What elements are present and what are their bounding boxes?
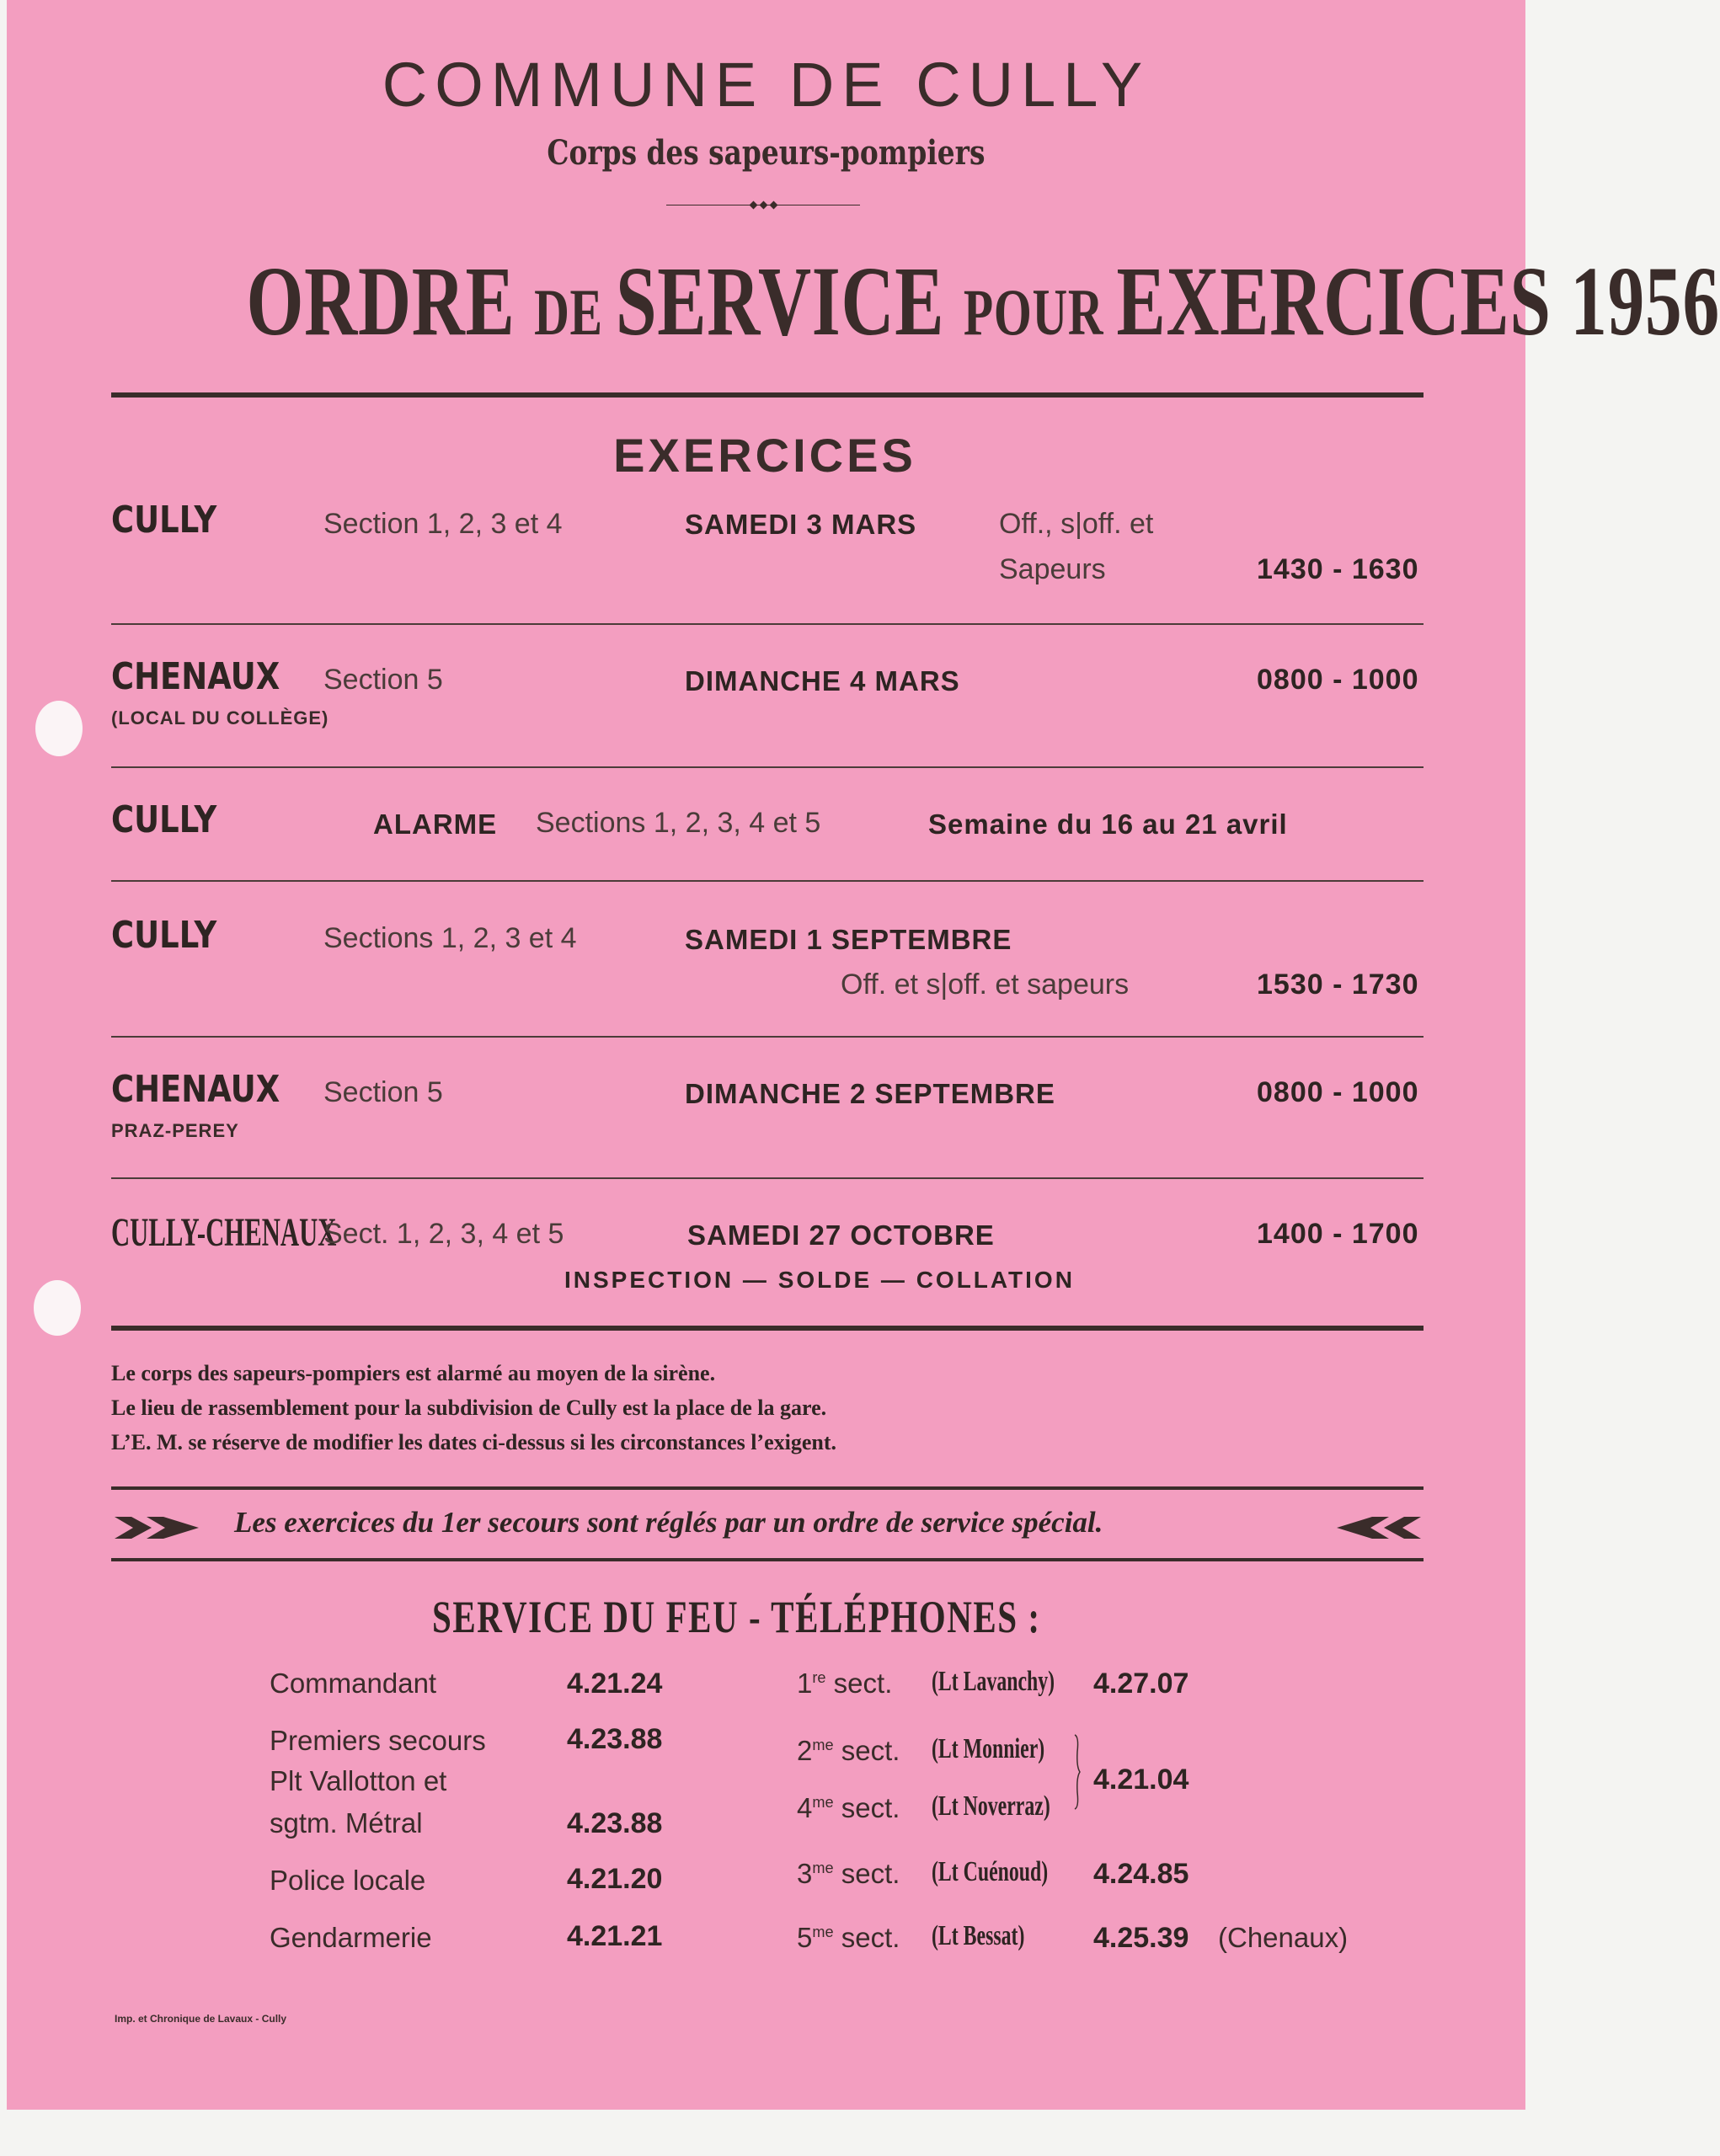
special-notice: Les exercices du 1er secours sont réglés par un ordre de service spécial. (234, 1506, 1103, 1539)
row-date: SAMEDI 3 MARS (685, 509, 917, 540)
phone-note: (Chenaux) (1218, 1922, 1349, 1953)
note-line: L’E. M. se réserve de modifier les dates ci-dessus si les circonstances l’exigent. (111, 1430, 836, 1454)
phone-number: 4.21.24 (567, 1668, 663, 1700)
commune-title: COMMUNE DE CULLY (382, 50, 1151, 120)
row-who: Off., s|off. et (999, 508, 1154, 540)
row-alarm: ALARME (373, 808, 498, 840)
divider (111, 1036, 1424, 1038)
divider (111, 623, 1424, 625)
printer-imprint: Imp. et Chronique de Lavaux - Cully (115, 2013, 287, 2025)
row-date: DIMANCHE 4 MARS (685, 665, 960, 696)
lieutenant-name: (Lt Bessat) (932, 1920, 1025, 1951)
row-place-sub: PRAZ-PEREY (111, 1120, 239, 1141)
brace-icon (1072, 1733, 1081, 1811)
row-place: CULLY (111, 499, 217, 542)
telephones-heading: SERVICE DU FEU - TÉLÉPHONES : (432, 1592, 1041, 1642)
lieutenant-name: (Lt Cuénoud) (932, 1856, 1049, 1887)
section-label: $2^{me}$ sect. (797, 1735, 900, 1766)
row-date: Semaine du 16 au 21 avril (928, 808, 1288, 840)
ornament-divider (666, 200, 860, 211)
phone-number: 4.21.20 (567, 1863, 663, 1895)
row-inspection: INSPECTION — SOLDE — COLLATION (564, 1267, 1075, 1293)
row-time: 0800 - 1000 (1257, 664, 1419, 696)
punch-hole (35, 701, 83, 756)
corps-subtitle: Corps des sapeurs-pompiers (547, 133, 986, 173)
phone-label: Commandant (270, 1668, 437, 1699)
divider (111, 766, 1424, 768)
divider (111, 1558, 1424, 1561)
lieutenant-name: (Lt Noverraz) (932, 1790, 1050, 1822)
divider (111, 1177, 1424, 1179)
row-place: CHENAUX (111, 655, 280, 698)
row-time: 1530 - 1730 (1257, 969, 1419, 1001)
row-place: CULLY (111, 798, 217, 841)
row-place-sub: (LOCAL DU COLLÈGE) (111, 707, 329, 728)
row-section: Sect. 1, 2, 3, 4 et 5 (323, 1218, 564, 1250)
phone-label: Police locale (270, 1865, 426, 1896)
row-place: CULLY (111, 914, 217, 957)
row-who: Sapeurs (999, 553, 1106, 585)
note-line: Le lieu de rassemblement pour la subdivision de Cully est la place de la gare. (111, 1396, 827, 1420)
row-section: Section 5 (323, 664, 443, 696)
note-line: Le corps des sapeurs-pompiers est alarmé au moyen de la sirène. (111, 1361, 716, 1385)
phone-number: 4.23.88 (567, 1807, 663, 1839)
row-who: Off. et s|off. et sapeurs (841, 969, 1130, 1001)
row-place: CULLY-CHENAUX (111, 1210, 337, 1255)
row-section: Sections 1, 2, 3, 4 et 5 (536, 807, 821, 839)
phone-number: 4.23.88 (567, 1723, 663, 1755)
double-arrow-right-icon (115, 1513, 202, 1542)
section-label: $4^{me}$ sect. (797, 1792, 900, 1823)
row-section: Section 5 (323, 1076, 443, 1108)
phone-number: 4.21.04 (1093, 1764, 1189, 1796)
divider (111, 1326, 1424, 1331)
row-time: 1400 - 1700 (1257, 1218, 1419, 1250)
document-sheet (7, 0, 1720, 2110)
lieutenant-name: (Lt Lavanchy) (932, 1666, 1055, 1697)
phone-label: Premiers secours (270, 1725, 486, 1756)
phone-number: 4.24.85 (1093, 1858, 1189, 1890)
phone-label: Gendarmerie (270, 1922, 432, 1953)
section-label: $5^{me}$ sect. (797, 1922, 900, 1953)
phone-number: 4.27.07 (1093, 1668, 1189, 1700)
phone-label: sgtm. Métral (270, 1807, 423, 1838)
row-date: SAMEDI 1 SEPTEMBRE (685, 924, 1012, 955)
phone-number: 4.25.39 (1093, 1922, 1189, 1954)
row-section: Section 1, 2, 3 et 4 (323, 508, 563, 540)
divider (111, 880, 1424, 882)
section-heading: EXERCICES (613, 429, 916, 482)
main-title: ORDRE DE SERVICE POUR EXERCICES 1956 (246, 246, 1720, 356)
row-place: CHENAUX (111, 1068, 280, 1111)
section-label: $3^{me}$ sect. (797, 1858, 900, 1889)
phone-number: 4.21.21 (567, 1920, 663, 1952)
punch-hole (34, 1280, 81, 1336)
row-time: 0800 - 1000 (1257, 1076, 1419, 1108)
double-arrow-left-icon (1333, 1513, 1421, 1542)
divider (111, 392, 1424, 398)
section-label: 1re sect. (797, 1668, 893, 1699)
row-date: SAMEDI 27 OCTOBRE (687, 1219, 995, 1251)
row-time: 1430 - 1630 (1257, 553, 1419, 585)
lieutenant-name: (Lt Monnier) (932, 1733, 1045, 1764)
row-section: Sections 1, 2, 3 et 4 (323, 922, 577, 954)
divider (111, 1486, 1424, 1490)
row-date: DIMANCHE 2 SEPTEMBRE (685, 1078, 1055, 1109)
phone-label: Plt Vallotton et (270, 1765, 447, 1796)
